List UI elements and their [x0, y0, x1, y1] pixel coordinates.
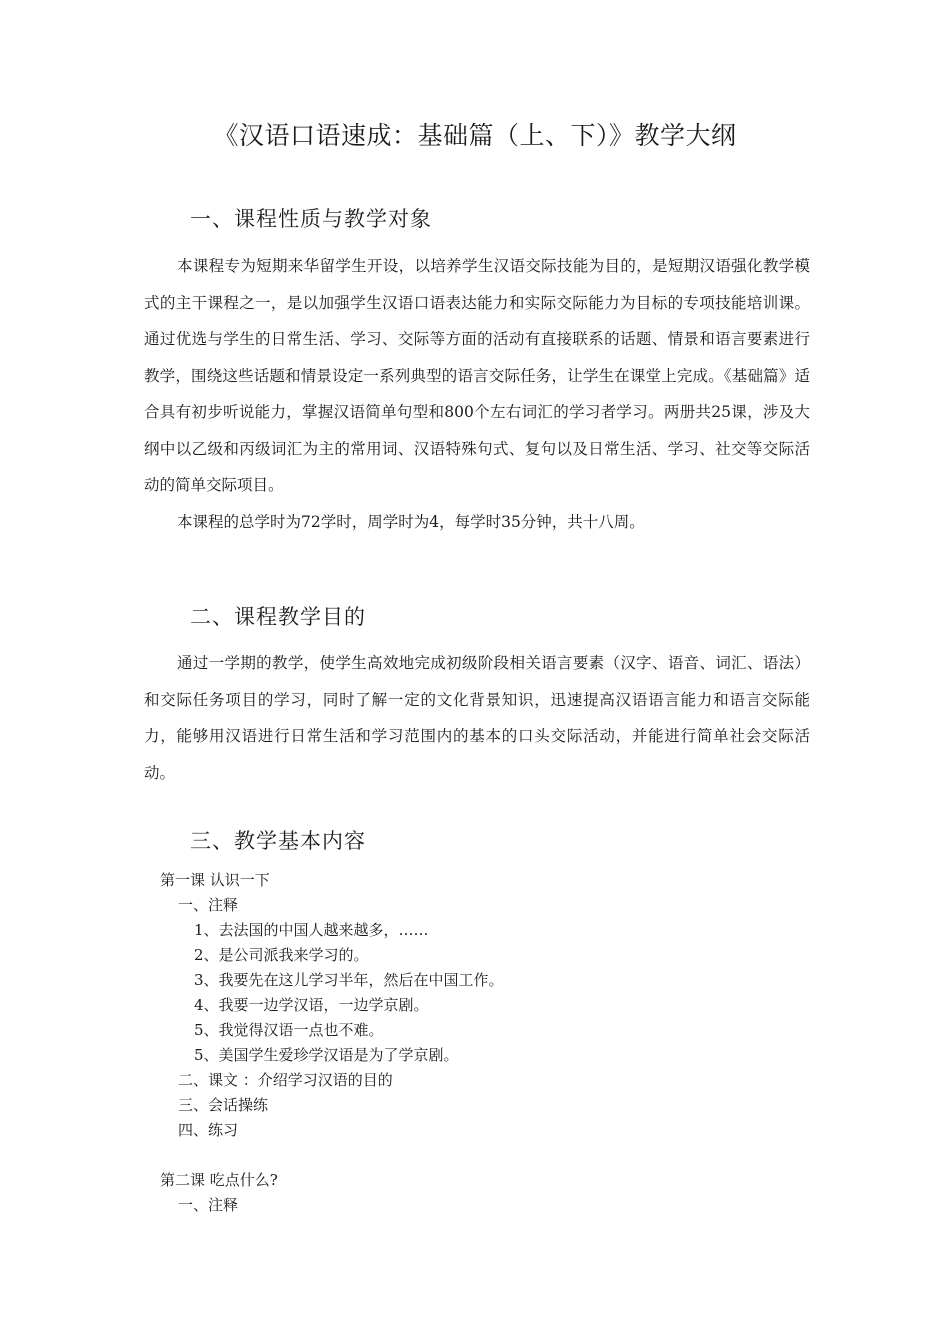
lesson1-note-item: 3、我要先在这儿学习半年，然后在中国工作。 [194, 971, 504, 989]
lesson2-title: 第二课 吃点什么? [160, 1171, 278, 1189]
lesson2-notes-label: 一、注释 [178, 1196, 239, 1214]
section1-body [144, 248, 810, 540]
lesson1-title: 第一课 认识一下 [160, 871, 270, 889]
lesson1-note-item: 5、美国学生爱珍学汉语是为了学京剧。 [194, 1046, 459, 1064]
section3-heading: 三、教学基本内容 [190, 829, 366, 853]
lesson1-note-item: 5、我觉得汉语一点也不难。 [194, 1021, 384, 1039]
section1-heading: 一、课程性质与教学对象 [190, 207, 432, 231]
section2-paragraph-1: 通过一学期的教学，使学生高效地完成初级阶段相关语言要素（汉字、语音、词汇、语法）和交际任务项目的学习，同时了解一定的文化背景知识，迅速提高汉语语言能力和语言交际能力，能够用汉语进行日常生活和学习范围内的基本的口头交际活动，并能进行简单社会交际活动。 [144, 654, 810, 782]
lesson-outline [160, 868, 504, 1218]
document-title: 《汉语口语速成：基础篇（上、下）》教学大纲 [213, 121, 737, 150]
lesson1-note-item: 1、去法国的中国人越来越多，…… [194, 921, 429, 939]
section2-body [144, 645, 810, 791]
lesson1-note-item: 2、是公司派我来学习的。 [194, 946, 369, 964]
lesson-spacer [160, 1143, 504, 1168]
section2-heading: 二、课程教学目的 [190, 605, 366, 629]
lesson1-notes-label: 一、注释 [178, 896, 239, 914]
section1-paragraph-1: 本课程专为短期来华留学生开设，以培养学生汉语交际技能为目的，是短期汉语强化教学模式的主干课程之一，是以加强学生汉语口语表达能力和实际交际能力为目标的专项技能培训课。通过优选与学生的日常生活、学习、交际等方面的活动有直接联系的话题、情景和语言要素进行教学，围绕这些话题和情景设定一系列典型的语言交际任务，让学生在课堂上完成。《基础篇》适合具有初步听说能力，掌握汉语简单句型和800个左右词汇的学习者学习。两册共25课，涉及大纲中以乙级和丙级词汇为主的常用词、汉语特殊句式、复句以及日常生活、学习、社交等交际活动的简单交际项目。 [144, 257, 810, 494]
section1-paragraph-2: 本课程的总学时为72学时，周学时为4，每学时35分钟，共十八周。 [177, 512, 645, 531]
lesson1-note-item: 4、我要一边学汉语，一边学京剧。 [194, 996, 429, 1014]
lesson1-drill-label: 三、会话操练 [178, 1096, 269, 1114]
lesson1-exercise-label: 四、练习 [178, 1121, 239, 1139]
lesson1-text-label: 二、课文 ：介绍学习汉语的目的 [178, 1071, 393, 1089]
